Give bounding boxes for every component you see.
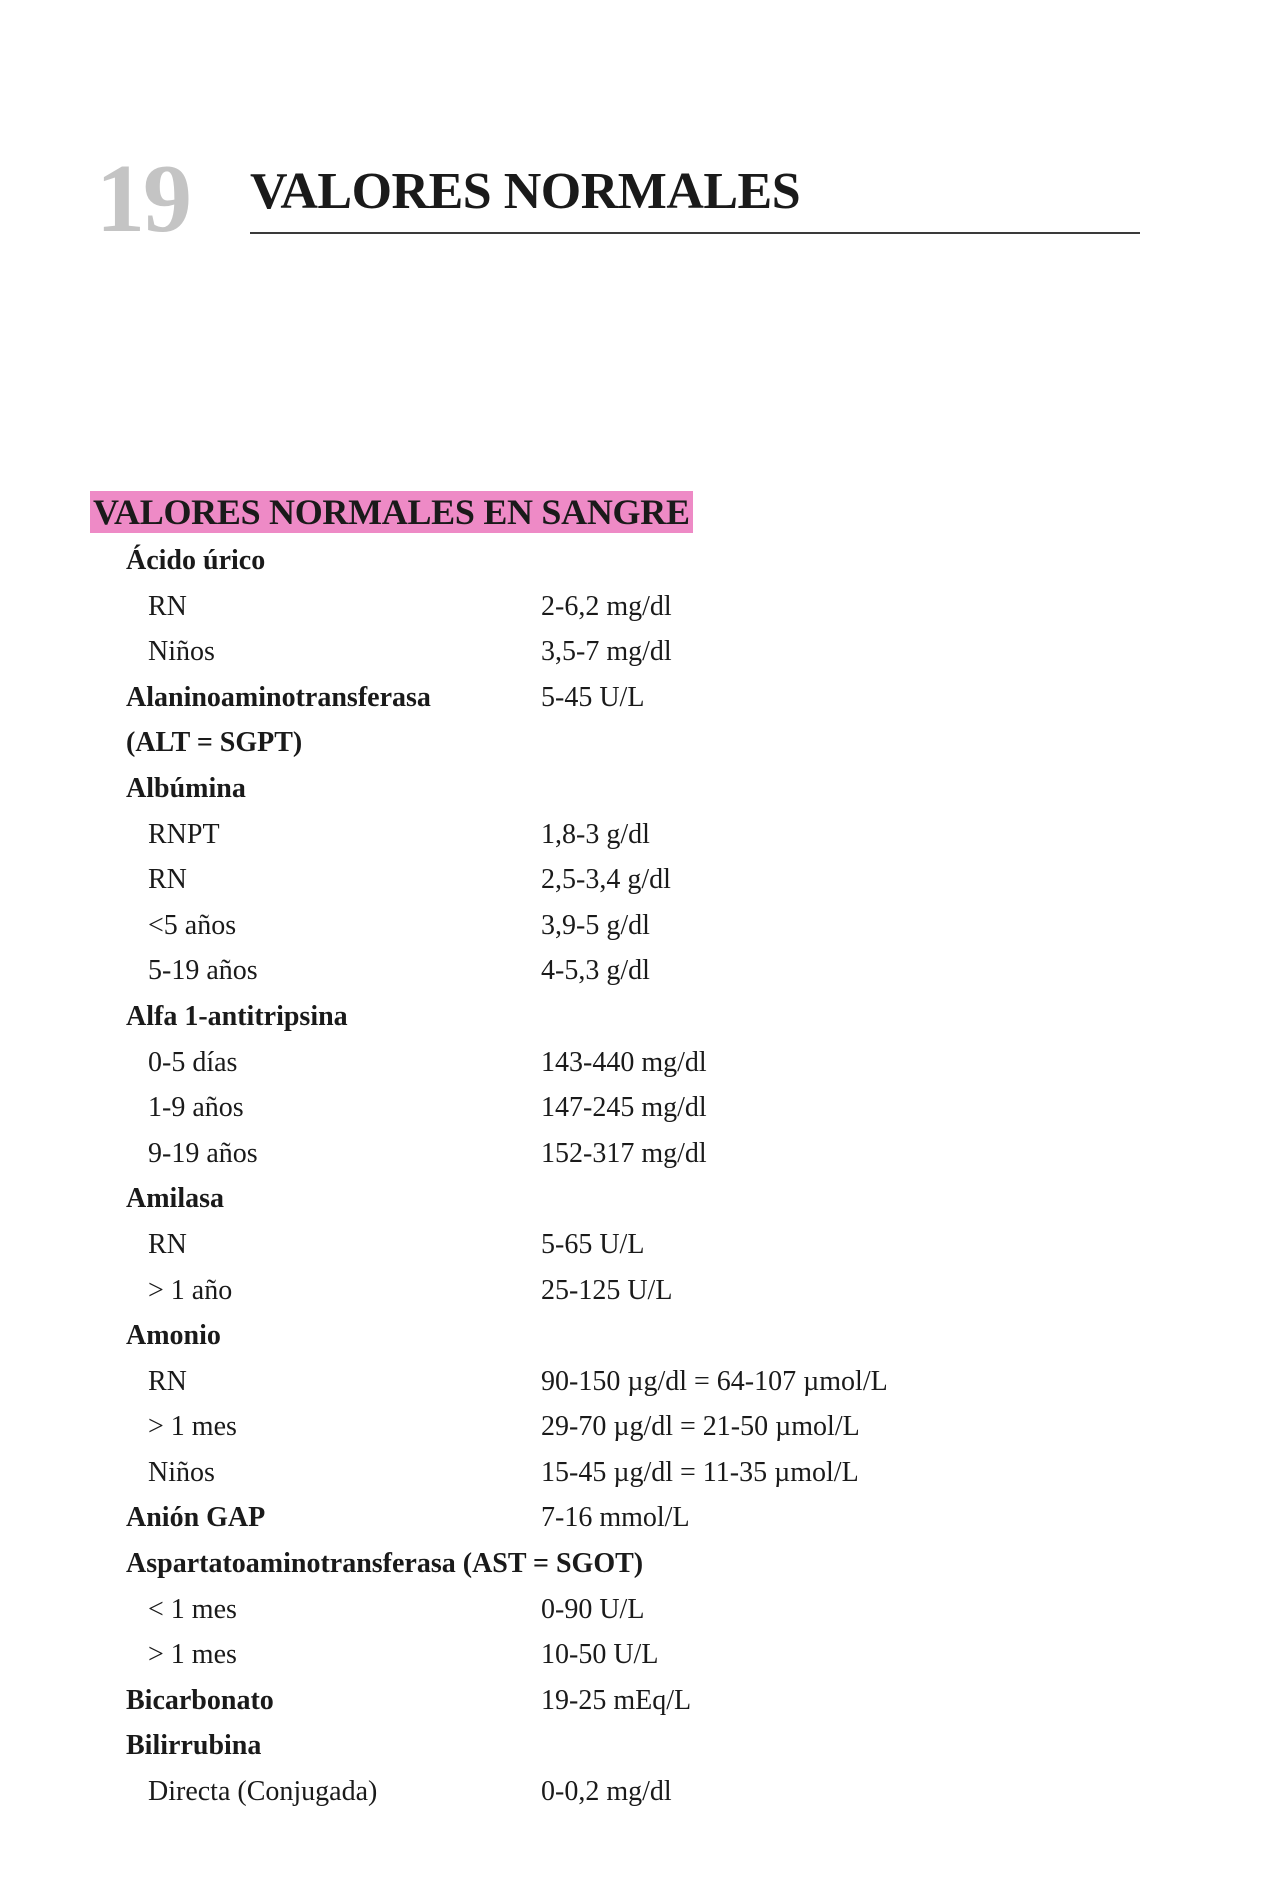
row-label: 0-5 días bbox=[148, 1046, 238, 1078]
row-value: 3,5-7 mg/dl bbox=[541, 636, 672, 668]
row-albumina-rnpt bbox=[0, 812, 1280, 858]
row-amilasa-mayor-1 bbox=[0, 1268, 1280, 1314]
row-label: RN bbox=[148, 1228, 187, 1260]
row-ast-menor-1-mes bbox=[0, 1587, 1280, 1633]
row-label: Alfa 1-antitripsina bbox=[126, 1000, 348, 1032]
row-label: Bicarbonato bbox=[126, 1684, 274, 1716]
row-albumina-rn bbox=[0, 857, 1280, 903]
row-antitripsina-1-9 bbox=[0, 1085, 1280, 1131]
row-label: RN bbox=[148, 590, 187, 622]
row-value: 10-50 U/L bbox=[541, 1639, 659, 1671]
row-label: <5 años bbox=[148, 909, 237, 941]
row-value: 2-6,2 mg/dl bbox=[541, 590, 672, 622]
row-amonio-rn bbox=[0, 1359, 1280, 1405]
row-bilirrubina bbox=[0, 1723, 1280, 1769]
row-albumina-menor-5 bbox=[0, 903, 1280, 949]
row-label: Amonio bbox=[126, 1320, 221, 1352]
row-value: 5-65 U/L bbox=[541, 1228, 645, 1260]
row-alt-sgpt bbox=[0, 720, 1280, 766]
row-antitripsina-0-5 bbox=[0, 1040, 1280, 1086]
row-label: 1-9 años bbox=[148, 1092, 244, 1124]
row-label: Albúmina bbox=[126, 772, 246, 804]
row-alaninoaminotransferasa bbox=[0, 675, 1280, 721]
row-label: Amilasa bbox=[126, 1183, 224, 1215]
row-amonio-mayor-1-mes bbox=[0, 1404, 1280, 1450]
row-anion-gap bbox=[0, 1495, 1280, 1541]
row-acido-urico-rn bbox=[0, 584, 1280, 630]
row-bicarbonato bbox=[0, 1678, 1280, 1724]
row-label: 9-19 años bbox=[148, 1137, 258, 1169]
row-amonio bbox=[0, 1313, 1280, 1359]
row-value: 147-245 mg/dl bbox=[541, 1092, 707, 1124]
row-label: Niños bbox=[148, 636, 215, 668]
row-bilirrubina-directa bbox=[0, 1769, 1280, 1815]
chapter-number: 19 bbox=[96, 145, 190, 253]
row-value: 3,9-5 g/dl bbox=[541, 909, 650, 941]
chapter-title-underline bbox=[250, 232, 1140, 234]
row-label: Ácido úrico bbox=[126, 545, 266, 576]
row-value: 0-0,2 mg/dl bbox=[541, 1776, 672, 1808]
row-acido-urico-ninos bbox=[0, 629, 1280, 675]
row-label: RN bbox=[148, 864, 187, 896]
row-value: 25-125 U/L bbox=[541, 1274, 673, 1306]
row-amonio-ninos bbox=[0, 1450, 1280, 1496]
row-label: RN bbox=[148, 1365, 187, 1397]
row-albumina-5-19 bbox=[0, 948, 1280, 994]
row-aspartatoaminotransferasa bbox=[0, 1541, 1280, 1587]
row-label: Directa (Conjugada) bbox=[148, 1776, 378, 1808]
row-label: > 1 año bbox=[148, 1274, 233, 1306]
section-heading: VALORES NORMALES EN SANGRE bbox=[90, 491, 693, 533]
row-value: 5-45 U/L bbox=[541, 681, 645, 713]
row-value: 143-440 mg/dl bbox=[541, 1046, 707, 1078]
row-antitripsina-9-19 bbox=[0, 1131, 1280, 1177]
row-label: 5-19 años bbox=[148, 955, 258, 987]
row-value: 152-317 mg/dl bbox=[541, 1137, 707, 1169]
chapter-title: VALORES NORMALES bbox=[250, 163, 801, 220]
row-label: RNPT bbox=[148, 818, 220, 850]
row-label: > 1 mes bbox=[148, 1639, 237, 1671]
row-label: Anión GAP bbox=[126, 1502, 266, 1534]
row-label: Bilirrubina bbox=[126, 1730, 262, 1762]
row-value: 1,8-3 g/dl bbox=[541, 818, 650, 850]
row-amilasa bbox=[0, 1176, 1280, 1222]
row-ast-mayor-1-mes bbox=[0, 1632, 1280, 1678]
row-label: > 1 mes bbox=[148, 1411, 237, 1443]
row-alfa-1-antitripsina bbox=[0, 994, 1280, 1040]
row-value: 4-5,3 g/dl bbox=[541, 955, 650, 987]
row-albumina bbox=[0, 766, 1280, 812]
row-label: (ALT = SGPT) bbox=[126, 727, 303, 759]
row-label: Alaninoaminotransferasa bbox=[126, 681, 431, 713]
row-value: 19-25 mEq/L bbox=[541, 1684, 692, 1716]
row-value: 2,5-3,4 g/dl bbox=[541, 864, 671, 896]
row-label: Niños bbox=[148, 1456, 215, 1488]
row-acido-urico bbox=[0, 538, 1280, 584]
row-value: 29-70 µg/dl = 21-50 µmol/L bbox=[541, 1411, 860, 1443]
row-label: Aspartatoaminotransferasa (AST = SGOT) bbox=[126, 1548, 644, 1580]
row-label: < 1 mes bbox=[148, 1593, 237, 1625]
row-value: 90-150 µg/dl = 64-107 µmol/L bbox=[541, 1365, 888, 1397]
reference-values-list bbox=[0, 538, 1280, 1815]
row-amilasa-rn bbox=[0, 1222, 1280, 1268]
row-value: 7-16 mmol/L bbox=[541, 1502, 690, 1534]
row-value: 15-45 µg/dl = 11-35 µmol/L bbox=[541, 1456, 859, 1488]
row-value: 0-90 U/L bbox=[541, 1593, 645, 1625]
